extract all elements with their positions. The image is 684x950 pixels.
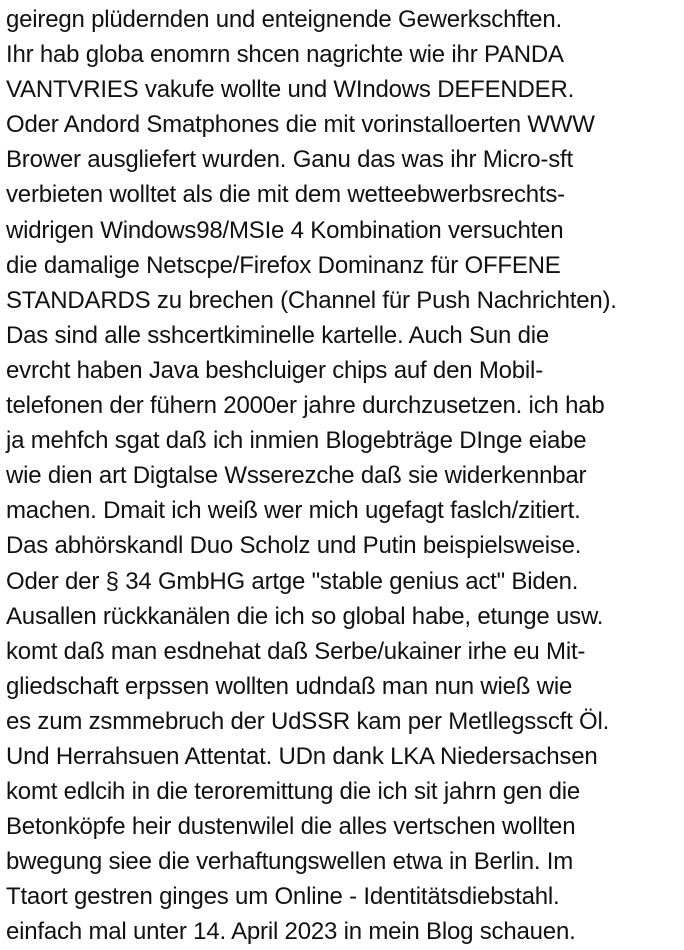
text-line: Ttaort gestren ginges um Online - Identitätsdiebstahl.: [6, 883, 560, 911]
text-line: komt edlcih in die teroremittung die ich sit jahrn gen die: [6, 778, 581, 806]
text-line: evrcht haben Java beshcluiger chips auf den Mobil-: [6, 356, 543, 384]
text-line: Betonköpfe heir dustenwilel die alles vertschen wollten: [6, 813, 576, 841]
text-body: [6, 2, 682, 950]
text-line: es zum zsmmebruch der UdSSR kam per Metllegsscft Öl.: [6, 707, 610, 735]
text-line: ja mehfch sgat daß ich inmien Blogebträge DInge eiabe: [6, 427, 587, 455]
text-line: Ausallen rückkanälen die ich so global habe, etunge usw.: [6, 602, 604, 630]
text-line: VANTVRIES vakufe wollte und WIndows DEFENDER.: [6, 76, 575, 104]
text-line: einfach mal unter 14. April 2023 in mein Blog schauen.: [6, 918, 576, 946]
text-line: gliedschaft erpssen wollten udndaß man nun wieß wie: [6, 672, 573, 700]
text-line: Das abhörskandl Duo Scholz und Putin beispielsweise.: [6, 532, 582, 560]
text-line: STANDARDS zu brechen (Channel für Push Nachrichten).: [6, 286, 617, 314]
text-line: die damalige Netscpe/Firefox Dominanz für OFFENE: [6, 251, 561, 279]
text-line: Oder Andord Smatphones die mit vorinstalloerten WWW: [6, 111, 595, 139]
text-line: telefonen der fühern 2000er jahre durchzusetzen. ich hab: [6, 392, 605, 420]
text-line: komt daß man esdnehat daß Serbe/ukainer irhe eu Mit-: [6, 637, 586, 665]
text-line: widrigen Windows98/MSIe 4 Kombination versuchten: [6, 216, 564, 244]
text-line: Oder der § 34 GmbHG artge "stable genius act" Biden.: [6, 567, 579, 595]
text-line: Brower ausgliefert wurden. Ganu das was ihr Micro-sft: [6, 146, 573, 174]
text-line: bwegung siee die verhaftungswellen etwa in Berlin. Im: [6, 848, 574, 876]
text-line: verbieten wolltet als die mit dem wetteebwerbsrechts-: [6, 181, 565, 209]
text-line: Das sind alle sshcertkiminelle kartelle. Auch Sun die: [6, 321, 550, 349]
text-line: wie dien art Digtalse Wsserezche daß sie widerkennbar: [6, 462, 587, 490]
text-line: Ihr hab globa enomrn shcen nagrichte wie ihr PANDA: [6, 41, 564, 69]
text-line: geiregn plüdernden und enteignende Gewerkschften.: [6, 6, 562, 33]
text-line: machen. Dmait ich weiß wer mich ugefagt faslch/zitiert.: [6, 497, 581, 525]
text-line: Und Herrahsuen Attentat. UDn dank LKA Niedersachsen: [6, 742, 598, 770]
